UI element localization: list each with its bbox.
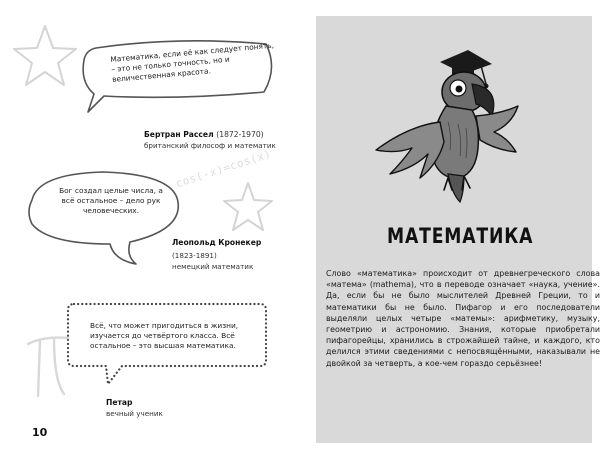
author-years: (1823-1891) [172,251,217,260]
star-icon [10,22,80,92]
formula-decoration: cos(-x)=cos(x) [174,147,273,191]
quote-text: Бог создал целые числа, а всё остальное – дело рук человеческих. [59,186,163,215]
quote-text: Математика, если её как следует понять, – это не только точность, но и величественная красота. [110,40,275,84]
article-text: Слово «математика» происходит от древнегреческого слова «матема» (mathema), что в переводе означает «наука, учение». Да, если бы не было мыслителей Древней Греции, то и математики бы не было. Пифагор и его последователи выделяли целых четыре «матемы»: арифметику, музыку, геометрию и астрономию. Знания, которые приобретали пифагорейцы, хранились в строжайшей тайне, и каждого, кто делился этими сведениями с непосвящёнными, наказывали не двойкой за четверть, а кое-чем гораздо серьёзнее! [326,269,600,368]
title-wrap [360,224,560,248]
pi-icon [24,330,72,410]
page-number: 10 [32,426,48,439]
author-years: (1872-1970) [216,130,264,139]
quote-author [106,398,132,407]
star-icon [220,180,276,236]
quote-author [144,130,264,139]
author-name: Петар [106,398,133,407]
right-page [302,0,600,466]
author-role: немецкий математик [172,262,254,271]
author-name: Бертран Рассел [144,130,214,139]
content-panel [316,16,600,443]
section-title: МАТЕМАТИКА [386,224,534,248]
quote-text: Всё, что может пригодиться в жизни, изучается до четвёртого класса. Всё остальное – это высшая математика. [90,321,239,350]
author-role: вечный ученик [106,409,163,418]
quote-author [172,238,261,247]
author-role: британский философ и математик [144,141,276,150]
speech-bubble-2 [18,170,188,270]
parrot-illustration [368,44,528,212]
author-name: Леопольд Кронекер [172,238,262,247]
